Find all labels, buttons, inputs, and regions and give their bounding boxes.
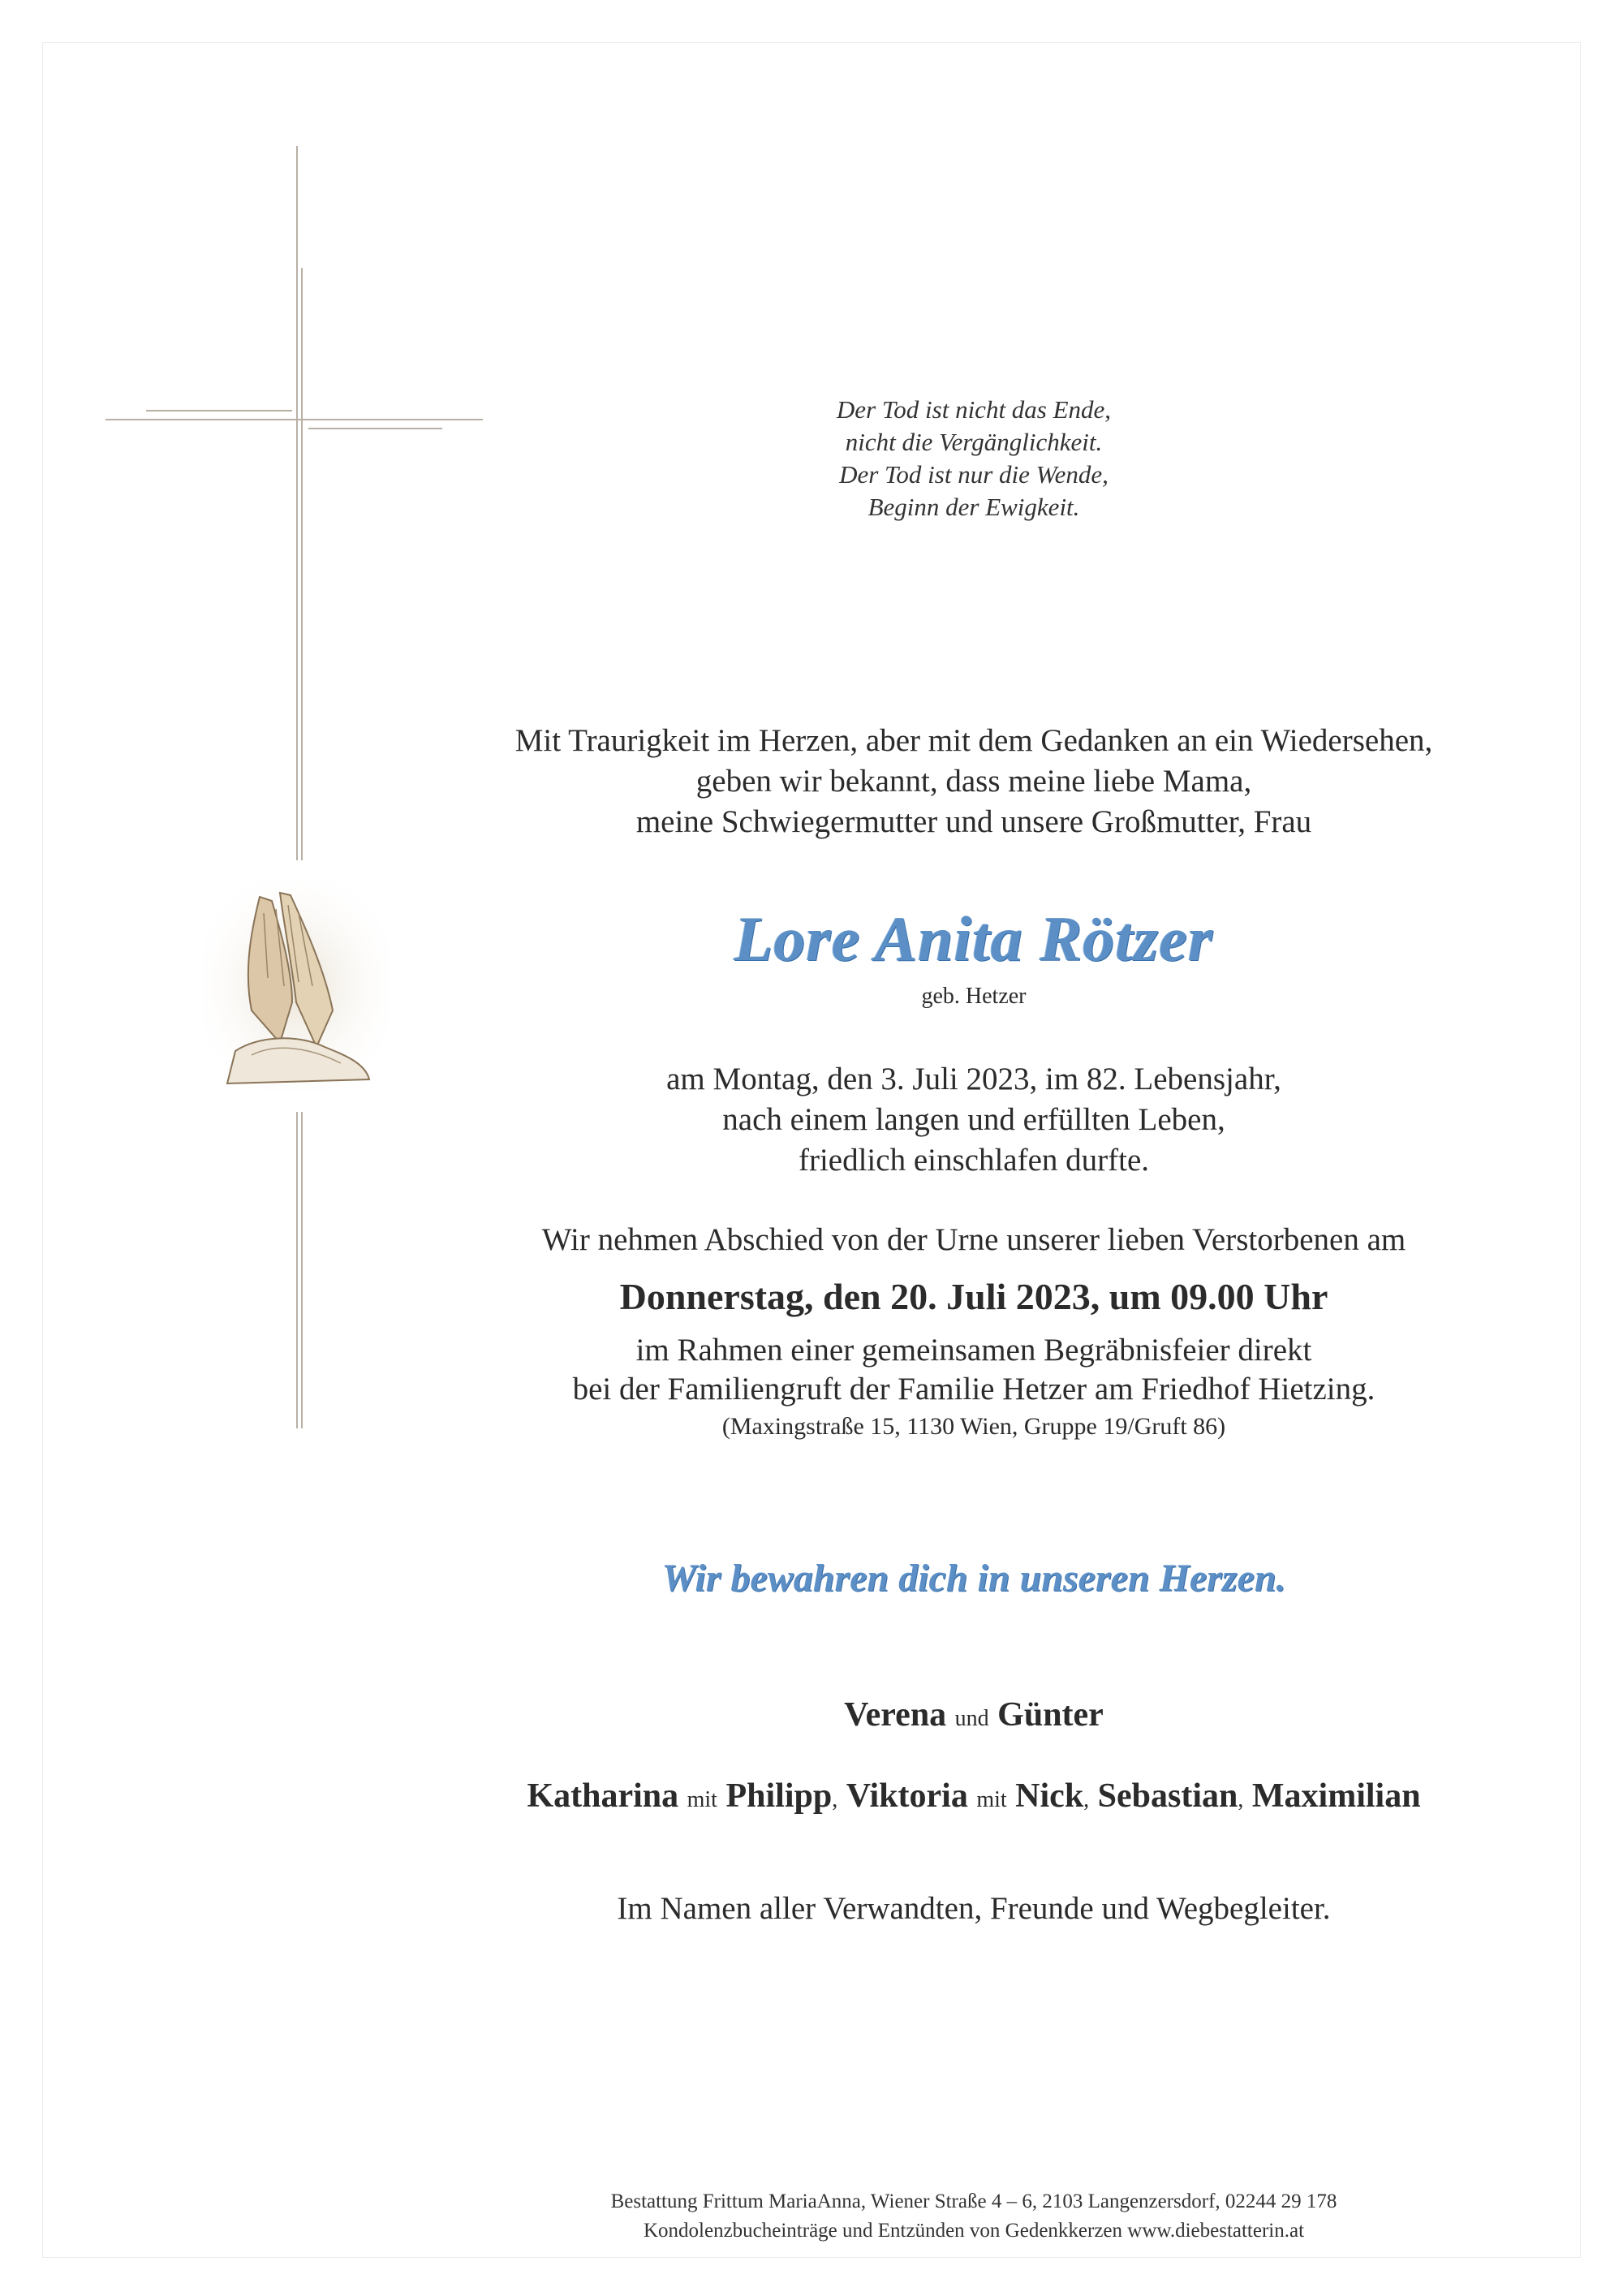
epigraph-quote	[292, 394, 1623, 523]
death-info-line: friedlich einschlafen durfte.	[798, 1143, 1150, 1178]
quote-line: Beginn der Ewigkeit.	[867, 493, 1080, 521]
footer-line: Bestattung Frittum MariaAnna, Wiener Straße 4 – 6, 2103 Langenzersdorf, 02244 29 178	[610, 2190, 1337, 2212]
ceremony-date: Donnerstag, den 20. Juli 2023, um 09.00 Uhr	[619, 1276, 1328, 1317]
death-info-line: nach einem langen und erfüllten Leben,	[722, 1102, 1225, 1137]
mourner-joiner: mit	[687, 1787, 717, 1812]
funeral-home-footer	[292, 2187, 1623, 2246]
announcement-intro	[292, 721, 1623, 842]
memory-line: Wir bewahren dich in unseren Herzen.	[661, 1557, 1286, 1600]
intro-line: meine Schwiegermutter und unsere Großmutter, Frau	[635, 804, 1312, 839]
mourner-joiner: und	[954, 1706, 989, 1731]
cemetery-address: (Maxingstraße 15, 1130 Wien, Gruppe 19/Gruft 86)	[721, 1413, 1226, 1440]
closing-line: Im Namen aller Verwandten, Freunde und Wegbegleiter.	[617, 1891, 1331, 1926]
death-info-line: am Montag, den 3. Juli 2023, im 82. Lebensjahr,	[666, 1062, 1281, 1096]
deceased-name: Lore Anita Rötzer	[734, 903, 1214, 974]
mourner-separator: ,	[832, 1787, 838, 1812]
mourners-row-2	[292, 1773, 1623, 1823]
footer-line: Kondolenzbucheinträge und Entzünden von Gedenkkerzen www.diebestatterin.at	[643, 2220, 1305, 2242]
mourner-name: Verena	[844, 1696, 947, 1734]
mourners-row-1	[292, 1692, 1623, 1742]
quote-line: Der Tod ist nicht das Ende,	[836, 395, 1112, 424]
farewell-text: Wir nehmen Abschied von der Urne unserer lieben Verstorbenen am	[541, 1222, 1406, 1257]
quote-line: Der Tod ist nur die Wende,	[839, 460, 1109, 489]
mourner-separator: ,	[1083, 1787, 1090, 1812]
death-info	[292, 1059, 1623, 1181]
mourner-name: Viktoria	[846, 1777, 968, 1815]
mourner-name: Günter	[997, 1696, 1104, 1734]
mourner-joiner: mit	[976, 1787, 1007, 1812]
maiden-name: geb. Hetzer	[921, 984, 1027, 1009]
intro-line: geben wir bekannt, dass meine liebe Mama,	[695, 764, 1252, 799]
ceremony-place-line: bei der Familiengruft der Familie Hetzer am Friedhof Hietzing.	[572, 1372, 1375, 1406]
quote-line: nicht die Vergänglichkeit.	[845, 428, 1103, 456]
mourner-name: Sebastian	[1097, 1777, 1238, 1815]
mourner-name: Nick	[1015, 1777, 1084, 1815]
ceremony-place	[292, 1331, 1623, 1409]
intro-line: Mit Traurigkeit im Herzen, aber mit dem Gedanken an ein Wiedersehen,	[514, 723, 1433, 758]
mourner-name: Katharina	[527, 1777, 679, 1815]
mourner-name: Philipp	[725, 1777, 833, 1815]
ceremony-place-line: im Rahmen einer gemeinsamen Begräbnisfeier direkt	[635, 1333, 1312, 1368]
mourner-separator: ,	[1238, 1787, 1244, 1812]
mourner-name: Maximilian	[1251, 1777, 1421, 1815]
